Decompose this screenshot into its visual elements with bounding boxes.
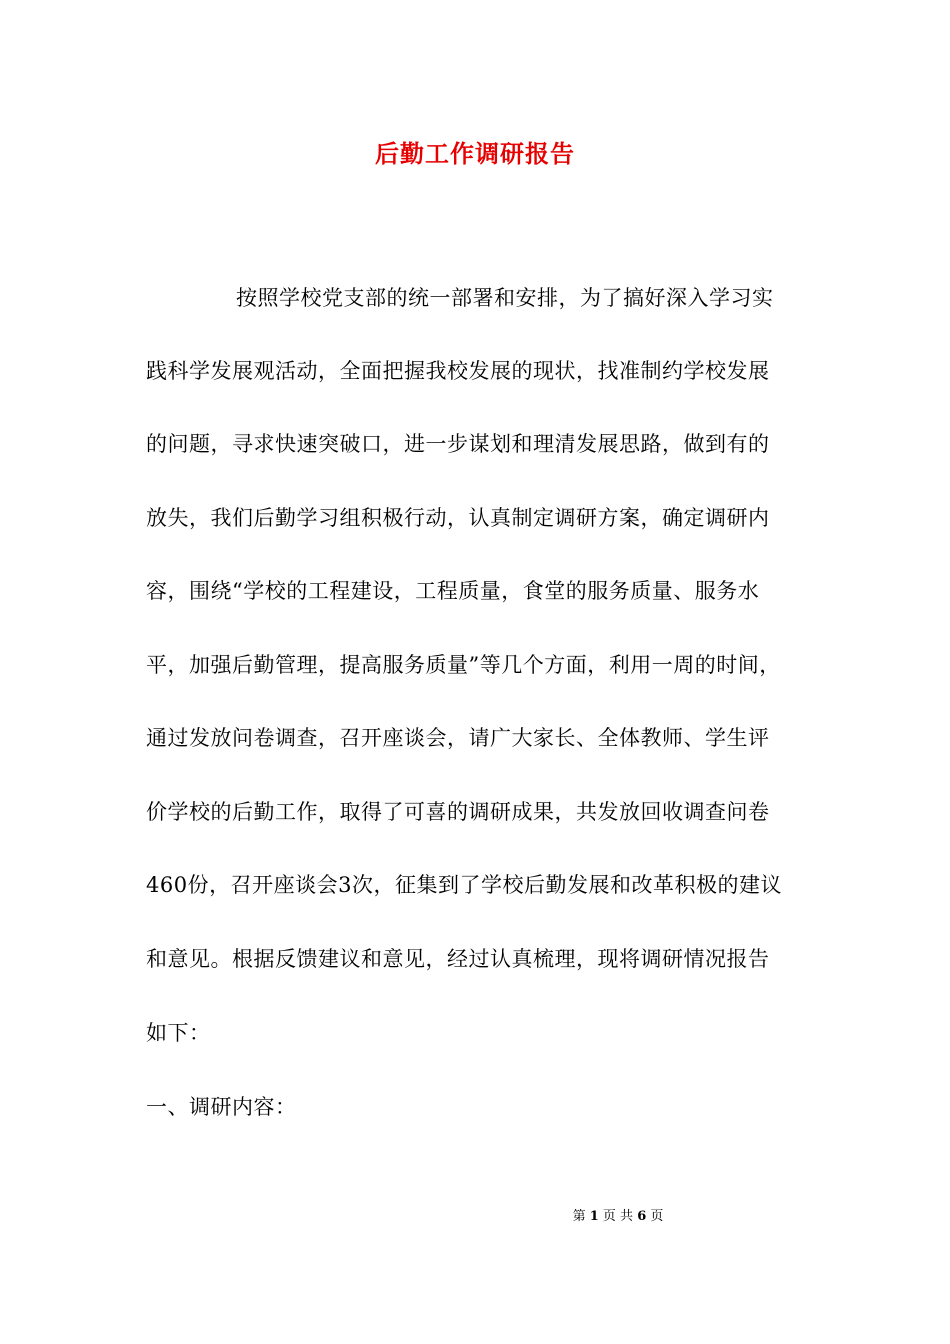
body-line-7: 通过发放问卷调查，召开座谈会，请广大家长、全体教师、学生评 bbox=[146, 726, 770, 750]
body-line-1: 按照学校党支部的统一部署和安排，为了搞好深入学习实 bbox=[236, 286, 774, 310]
footer-suffix: 页 bbox=[650, 1209, 664, 1224]
footer-middle: 页 共 bbox=[602, 1209, 634, 1224]
body-line-5: 容，围绕“学校的工程建设，工程质量，食堂的服务质量、服务水 bbox=[146, 579, 760, 603]
document-title: 后勤工作调研报告 bbox=[375, 139, 575, 168]
body-line-10: 和意见。根据反馈建议和意见，经过认真梳理，现将调研情况报告 bbox=[146, 947, 770, 971]
page-footer bbox=[0, 1207, 950, 1227]
footer-current-page: 1 bbox=[589, 1209, 599, 1224]
body-line-9: 460份，召开座谈会3次，征集到了学校后勤发展和改革积极的建议 bbox=[146, 873, 782, 897]
body-line-3: 的问题，寻求快速突破口，进一步谋划和理清发展思路，做到有的 bbox=[146, 432, 770, 456]
footer-total-pages: 6 bbox=[637, 1209, 647, 1224]
body-line-6: 平，加强后勤管理，提高服务质量”等几个方面，利用一周的时间， bbox=[146, 653, 781, 677]
footer-prefix: 第 bbox=[572, 1209, 586, 1224]
body-line-8: 价学校的后勤工作，取得了可喜的调研成果，共发放回收调查问卷 bbox=[146, 800, 770, 824]
body-line-2: 践科学发展观活动，全面把握我校发展的现状，找准制约学校发展 bbox=[146, 359, 770, 383]
section-heading: 一、调研内容： bbox=[146, 1095, 297, 1119]
body-line-11: 如下： bbox=[146, 1021, 211, 1045]
body-line-4: 放失，我们后勤学习组积极行动，认真制定调研方案，确定调研内 bbox=[146, 506, 770, 530]
